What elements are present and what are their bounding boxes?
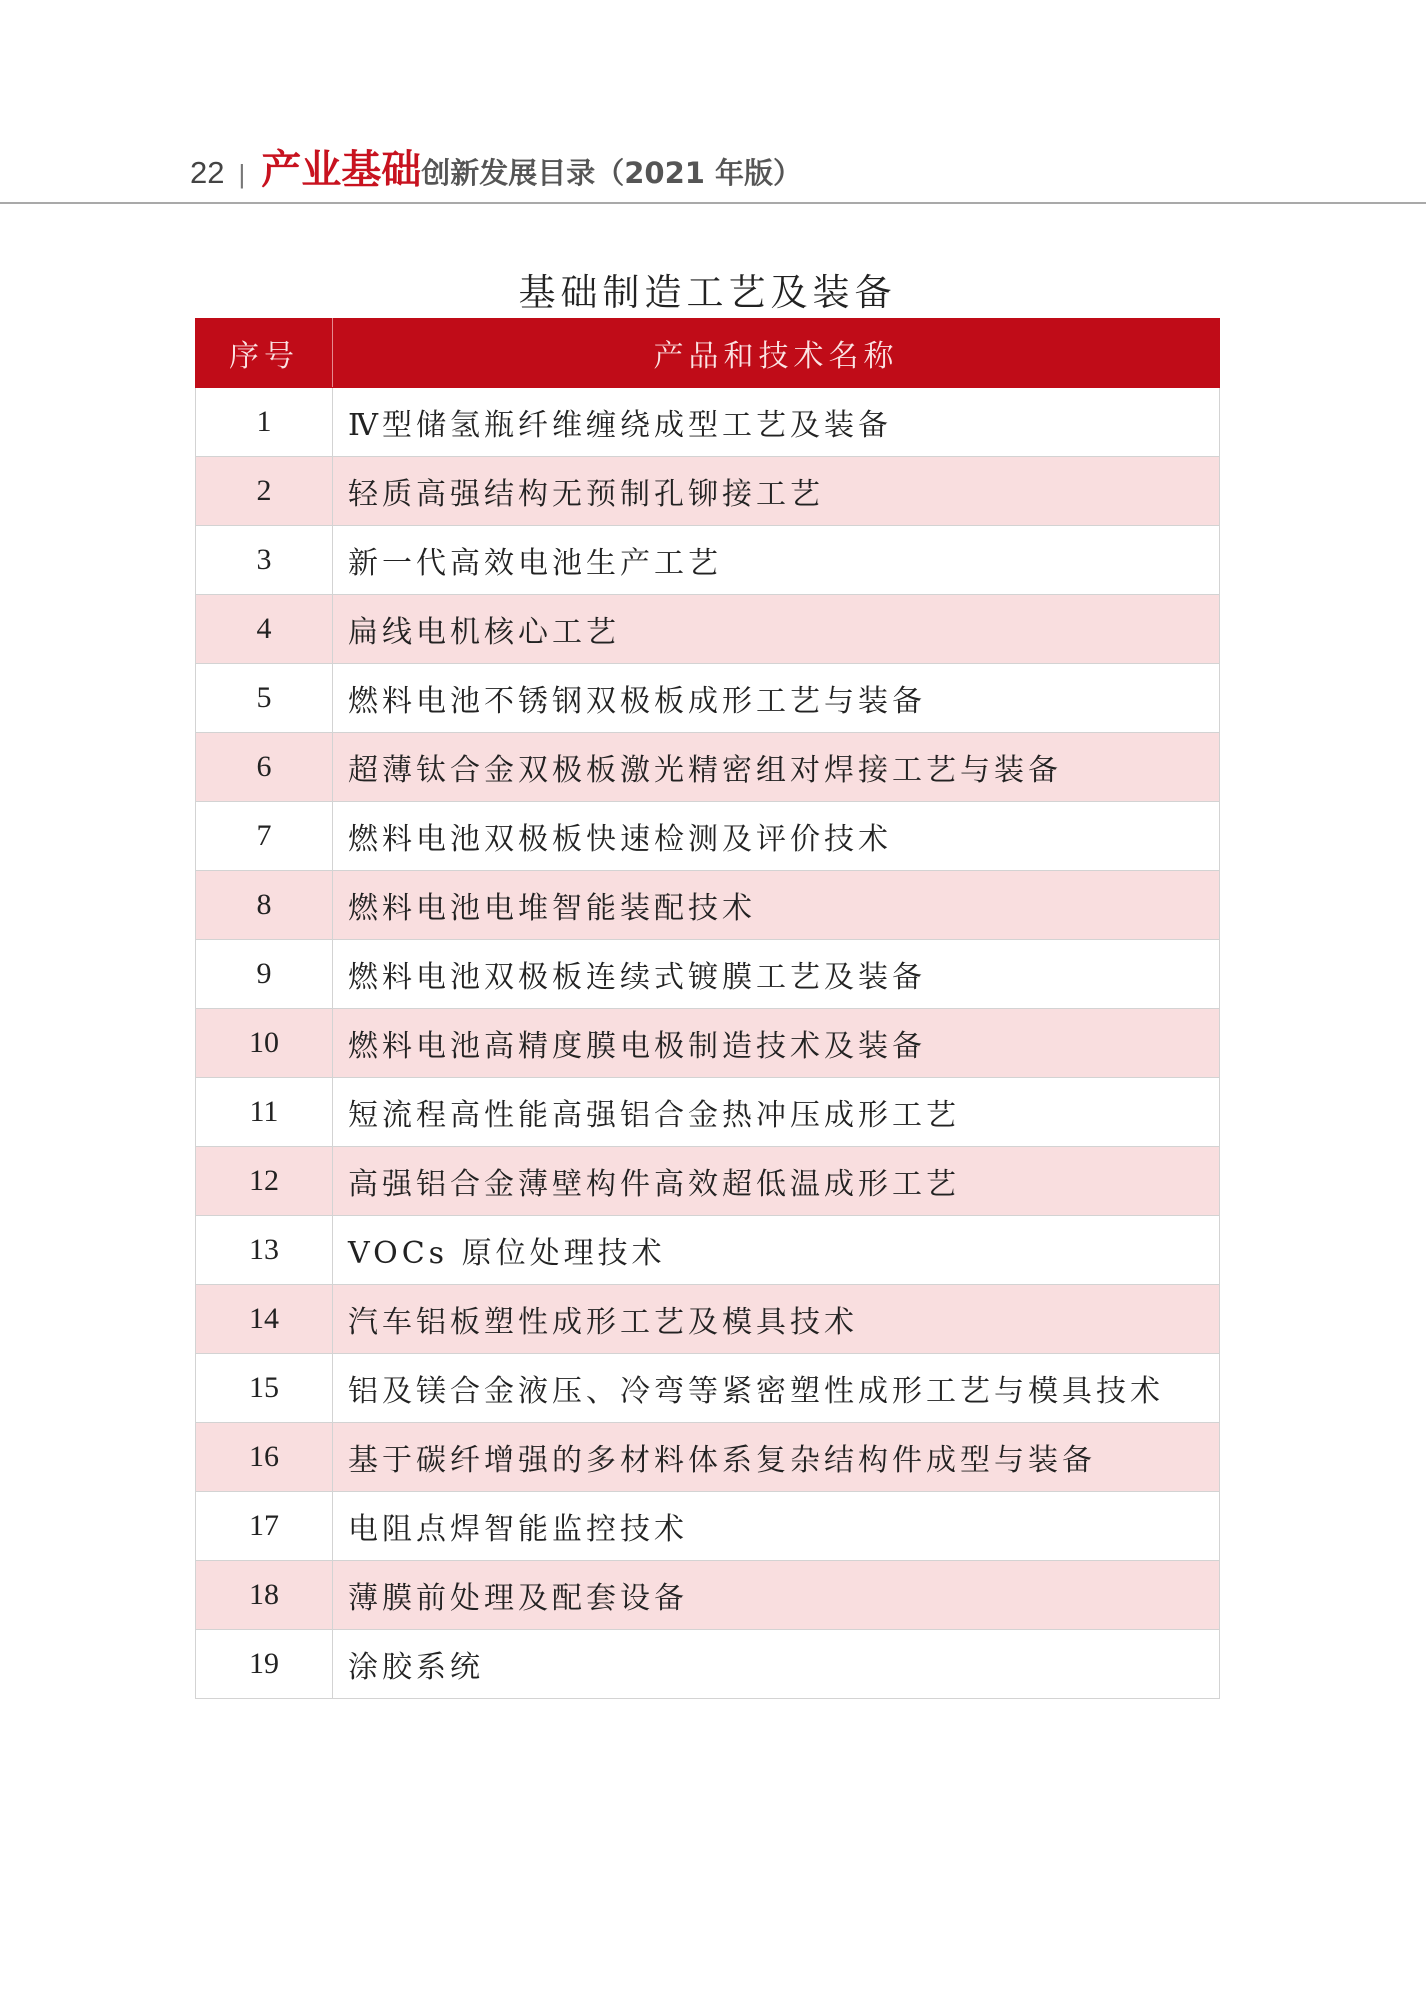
row-name: 燃料电池不锈钢双极板成形工艺与装备: [333, 664, 1220, 733]
row-name: 电阻点焊智能监控技术: [333, 1492, 1220, 1561]
row-name: 铝及镁合金液压、冷弯等紧密塑性成形工艺与模具技术: [333, 1354, 1220, 1423]
row-number: 18: [196, 1561, 333, 1630]
table-row: [196, 1630, 1220, 1699]
row-number: 4: [196, 595, 333, 664]
table-row: [196, 871, 1220, 940]
row-number: 8: [196, 871, 333, 940]
row-number: 6: [196, 733, 333, 802]
row-name: 燃料电池双极板连续式镀膜工艺及装备: [333, 940, 1220, 1009]
table-row: [196, 595, 1220, 664]
row-name: 新一代高效电池生产工艺: [333, 526, 1220, 595]
table-row: [196, 802, 1220, 871]
table-header-row: [196, 319, 1220, 388]
row-number: 9: [196, 940, 333, 1009]
table-row: [196, 1285, 1220, 1354]
row-number: 16: [196, 1423, 333, 1492]
row-name: 燃料电池电堆智能装配技术: [333, 871, 1220, 940]
row-number: 11: [196, 1078, 333, 1147]
table-row: [196, 457, 1220, 526]
row-name: 燃料电池双极板快速检测及评价技术: [333, 802, 1220, 871]
section-title: 基础制造工艺及装备: [518, 271, 897, 314]
table-row: [196, 1354, 1220, 1423]
row-number: 15: [196, 1354, 333, 1423]
table-row: [196, 1009, 1220, 1078]
row-name: 高强铝合金薄壁构件高效超低温成形工艺: [333, 1147, 1220, 1216]
table-row: [196, 733, 1220, 802]
row-name: VOCs 原位处理技术: [333, 1216, 1220, 1285]
table-row: [196, 940, 1220, 1009]
row-number: 19: [196, 1630, 333, 1699]
table-row: [196, 1561, 1220, 1630]
table-row: [196, 1147, 1220, 1216]
row-name: 短流程高性能高强铝合金热冲压成形工艺: [333, 1078, 1220, 1147]
row-number: 5: [196, 664, 333, 733]
row-name: Ⅳ型储氢瓶纤维缠绕成型工艺及装备: [333, 388, 1220, 457]
book-title-rest: 创新发展目录（2021 年版）: [421, 156, 803, 190]
table-row: [196, 1216, 1220, 1285]
header-divider: [0, 202, 1426, 204]
row-number: 10: [196, 1009, 333, 1078]
header-separator: |: [238, 159, 246, 189]
page-header: [190, 138, 802, 194]
book-title-highlight: 产业基础: [261, 147, 422, 193]
table-row: [196, 1423, 1220, 1492]
column-header-name: 产品和技术名称: [333, 319, 1220, 388]
row-name: 扁线电机核心工艺: [333, 595, 1220, 664]
row-name: 涂胶系统: [333, 1630, 1220, 1699]
table-row: [196, 664, 1220, 733]
row-name: 轻质高强结构无预制孔铆接工艺: [333, 457, 1220, 526]
row-number: 7: [196, 802, 333, 871]
row-number: 17: [196, 1492, 333, 1561]
row-number: 1: [196, 388, 333, 457]
table-row: [196, 1492, 1220, 1561]
column-header-number: 序号: [196, 319, 333, 388]
row-number: 14: [196, 1285, 333, 1354]
catalog-table: [195, 318, 1220, 1699]
table-row: [196, 388, 1220, 457]
row-name: 基于碳纤增强的多材料体系复杂结构件成型与装备: [333, 1423, 1220, 1492]
row-name: 薄膜前处理及配套设备: [333, 1561, 1220, 1630]
row-number: 13: [196, 1216, 333, 1285]
table-row: [196, 526, 1220, 595]
row-name: 燃料电池高精度膜电极制造技术及装备: [333, 1009, 1220, 1078]
row-number: 12: [196, 1147, 333, 1216]
row-name: 超薄钛合金双极板激光精密组对焊接工艺与装备: [333, 733, 1220, 802]
page-number: 22: [190, 155, 225, 190]
table-row: [196, 1078, 1220, 1147]
row-number: 3: [196, 526, 333, 595]
row-name: 汽车铝板塑性成形工艺及模具技术: [333, 1285, 1220, 1354]
row-number: 2: [196, 457, 333, 526]
